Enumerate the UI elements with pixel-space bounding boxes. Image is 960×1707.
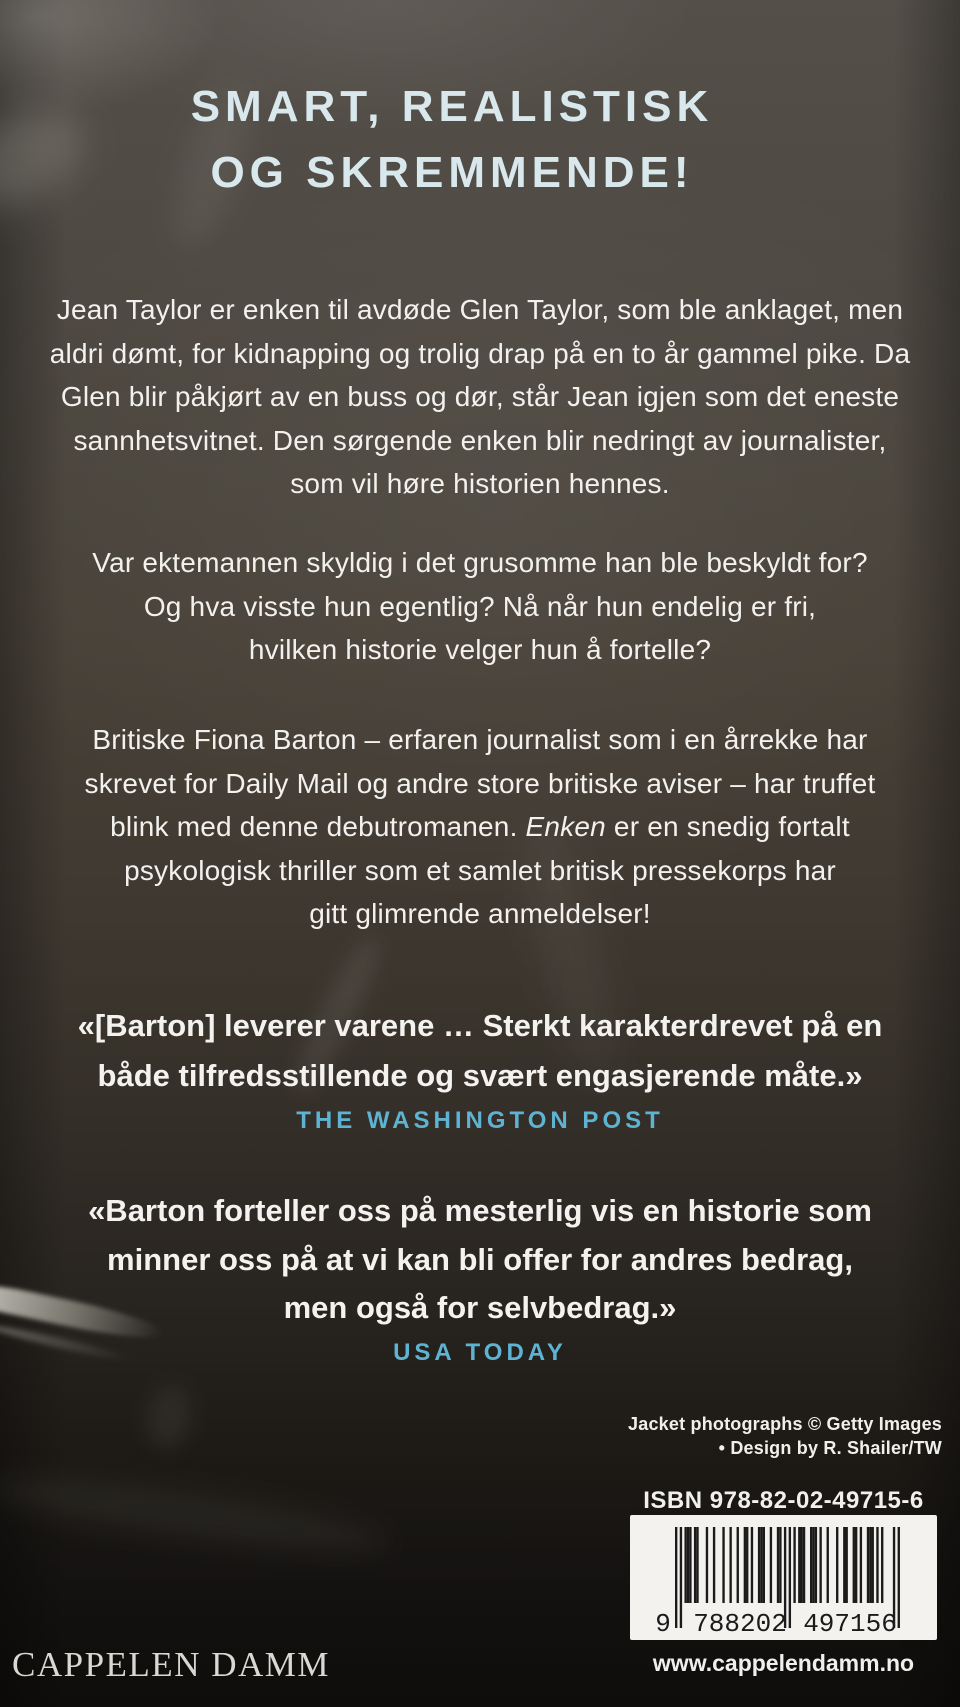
text-segment: hvilken historie velger hun å fortelle?: [248, 634, 712, 665]
text-segment: gitt glimrende anmeldelser!: [309, 898, 651, 929]
text-line: [0, 375, 960, 419]
text-line: [0, 288, 960, 332]
ean13-barcode: [630, 1515, 937, 1640]
text-line: [0, 849, 960, 893]
text-segment: «[Barton] leverer varene … Sterkt karakterdrevet på en: [77, 1008, 883, 1043]
text-segment: OG SKREMMENDE!: [210, 148, 694, 197]
text-line: [0, 1284, 960, 1333]
svg-text:9: 9: [655, 1609, 671, 1639]
text-line: [0, 1001, 960, 1051]
review-source-washington-post: THE WASHINGTON POST: [296, 1107, 664, 1134]
text-segment: blink med denne debutromanen.: [110, 811, 526, 842]
text-line: [0, 332, 960, 376]
synopsis-paragraph-2: [0, 541, 960, 672]
text-segment: Britiske Fiona Barton – erfaren journalist som i en årrekke har: [92, 724, 868, 755]
text-segment: Og hva visste hun egentlig? Nå når hun endelig er fri,: [143, 590, 817, 622]
publisher-website: www.cappelendamm.no: [652, 1650, 915, 1676]
text-line: [0, 892, 960, 936]
text-segment: Jacket photographs © Getty Images: [628, 1414, 942, 1434]
text-segment: Var ektemannen skyldig i det grusomme han ble beskyldt for?: [92, 547, 868, 578]
text-segment: Glen blir påkjørt av en buss og dør, står Jean igjen som det eneste: [60, 381, 900, 412]
ean13-barcode-svg: [630, 1515, 937, 1640]
text-line: [0, 419, 960, 463]
text-line: [0, 718, 960, 762]
text-segment: psykologisk thriller som et samlet britisk pressekorps har: [124, 854, 836, 886]
review-source-usa-today: USA TODAY: [393, 1339, 567, 1366]
text-line: [628, 1436, 942, 1460]
text-line: [0, 541, 960, 585]
text-line: [0, 1051, 960, 1101]
text-line: [628, 1412, 942, 1436]
jacket-credits: [628, 1412, 942, 1460]
text-line: [0, 805, 960, 849]
text-segment: som vil høre historien hennes.: [290, 468, 670, 499]
text-segment: sannhetsvitnet. Den sørgende enken blir nedringt av journalister,: [73, 424, 887, 456]
text-segment: «Barton forteller oss på mesterlig vis en historie som: [88, 1193, 872, 1228]
text-line: [0, 140, 932, 206]
text-segment: både tilfredsstillende og svært engasjerende måte.»: [97, 1058, 863, 1093]
text-line: [0, 585, 960, 629]
svg-text:497156: 497156: [803, 1609, 897, 1639]
light-streak: [143, 1382, 195, 1452]
synopsis-paragraph-3: [0, 718, 960, 936]
review-quote-usa-today: [0, 1187, 960, 1333]
isbn-label: ISBN 978-82-02-49715-6: [643, 1487, 924, 1514]
text-segment: men også for selvbedrag.»: [283, 1290, 677, 1325]
svg-text:788202: 788202: [693, 1609, 787, 1639]
text-line: [0, 628, 960, 672]
text-line: [0, 1187, 960, 1236]
text-line: [0, 74, 932, 140]
text-segment: er en snedig fortalt: [605, 811, 850, 842]
text-segment: skrevet for Daily Mail og andre store britiske aviser – har truffet: [84, 767, 876, 799]
text-line: [0, 462, 960, 506]
italic-segment: Enken: [525, 811, 606, 842]
cover-tagline: [0, 74, 932, 206]
text-line: [0, 762, 960, 806]
text-segment: aldri dømt, for kidnapping og trolig drap på en to år gammel pike. Da: [49, 337, 911, 369]
text-segment: Jean Taylor er enken til avdøde Glen Taylor, som ble anklaget, men: [56, 294, 904, 325]
light-streak: [0, 1464, 391, 1565]
text-segment: SMART, REALISTISK: [190, 82, 714, 131]
publisher-logo-cappelen-damm: CAPPELEN DAMM: [12, 1645, 331, 1684]
text-segment: minner oss på at vi kan bli offer for andres bedrag,: [107, 1241, 853, 1277]
text-segment: • Design by R. Shailer/TW: [718, 1438, 942, 1458]
review-quote-washington-post: [0, 1001, 960, 1101]
text-line: [0, 1236, 960, 1285]
synopsis-paragraph-1: [0, 288, 960, 506]
